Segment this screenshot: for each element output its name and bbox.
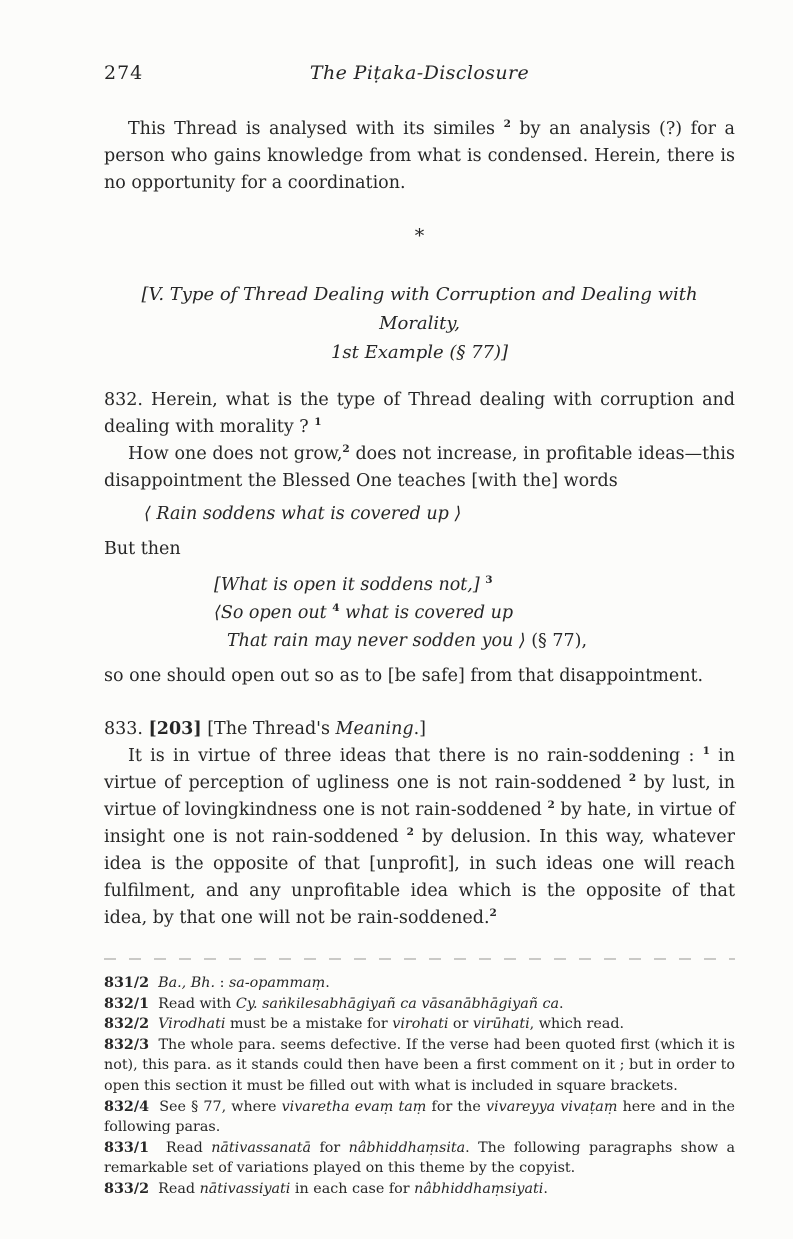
footnote-832-4 [104, 1097, 735, 1138]
running-head [104, 60, 735, 88]
footnote-label: 833/2 [104, 1180, 150, 1197]
section-heading-line1: [V. Type of Thread Dealing with Corruption and Dealing with Morality, [141, 284, 698, 334]
paragraph-833-heading: 833. [203] [The Thread's Meaning.] [104, 719, 426, 739]
footnote-label: 832/4 [104, 1098, 150, 1115]
but-then-line: But then [104, 539, 181, 559]
page-body [104, 116, 735, 932]
footnote-text: The whole para. seems defective. If the verse had been quoted first (which it is not), this para. as it stands could then have been a first comment on it ; but in order to open this section it must be filled out with what is included in square brackets. [104, 1036, 736, 1094]
footnote-text: Virodhati must be a mistake for virohati or virūhati, which read. [158, 1016, 625, 1033]
footnote-text: Read with Cy. saṅkilesabhāgiyañ ca vāsanābhāgiyañ ca. [158, 995, 564, 1012]
paragraph-831-similes: This Thread is analysed with its similes $^2$ by an analysis (?) for a person who gains knowledge from what is condensed. Herein, there is no opportunity for a coordination. [104, 118, 735, 193]
footnote-833-2 [104, 1179, 735, 1200]
footnote-label: 832/3 [104, 1036, 150, 1053]
footnote-832-3 [104, 1035, 735, 1097]
paragraph-832-close: so one should open out so as to [be safe] from that disappointment. [104, 666, 704, 686]
footnote-text: Read nātivassiyati in each case for nâbhiddhaṃsiyati. [158, 1180, 548, 1197]
footnote-831-2 [104, 973, 735, 994]
paragraph-832-how-one: How one does not grow,$^2$ does not increase, in profitable ideas—this disappointment the Blessed One teaches [with the] words [104, 443, 735, 491]
quote-rain-soddens: ⟨ Rain soddens what is covered up ⟩ [144, 504, 462, 524]
footnote-divider-rule [104, 958, 735, 960]
running-title: The Piṭaka-Disclosure [309, 62, 530, 84]
section-separator-star: * [414, 225, 425, 247]
verse-line-3: That rain may never sodden you ⟩ (§ 77), [227, 631, 588, 651]
section-heading-line2: 1st Example (§ 77)] [330, 342, 509, 363]
verse-line-1: [What is open it soddens not,] $^3$ [214, 574, 493, 595]
paragraph-832-question: 832. Herein, what is the type of Thread dealing with corruption and dealing with morality ? $^1$ [104, 390, 735, 437]
footnote-832-2 [104, 1014, 735, 1035]
footnote-label: 832/2 [104, 1016, 150, 1033]
page-number: 274 [104, 62, 144, 84]
footnote-label: 833/1 [104, 1139, 150, 1156]
verse-block [214, 571, 735, 655]
paragraph-833-body: It is in virtue of three ideas that there is no rain-soddening : $^1$ in virtue of perception of ugliness one is not rain-soddened $^2$ by lust, in virtue of lovingkindness one is not rain-soddened $^2$ by hate, in virtue of insight one is not rain-soddened $^2$ by delusion. In this way, whatever idea is the opposite of that [unprofit], in such ideas one will reach fulfilment, and any unprofitable idea which is the opposite of that idea, by that one will not be rain-soddened.$^2$ [104, 745, 735, 928]
footnote-text: Read nātivassanatā for nâbhiddhaṃsita. The following paragraphs show a remarkable set of variations played on this theme by the copyist. [104, 1139, 736, 1177]
footnote-text: Ba., Bh. : sa-opammaṃ. [158, 975, 330, 991]
section-heading [104, 280, 735, 367]
footnote-text: See § 77, where vivaretha evaṃ taṃ for the vivareyya vivaṭaṃ here and in the following paras. [104, 1098, 736, 1136]
footnotes-section [104, 973, 735, 1200]
footnote-label: 832/1 [104, 995, 150, 1012]
footnote-832-1 [104, 994, 735, 1015]
footnote-833-1 [104, 1138, 735, 1179]
footnote-label: 831/2 [104, 975, 150, 991]
verse-line-2: ⟨So open out $^4$ what is covered up [214, 602, 514, 623]
